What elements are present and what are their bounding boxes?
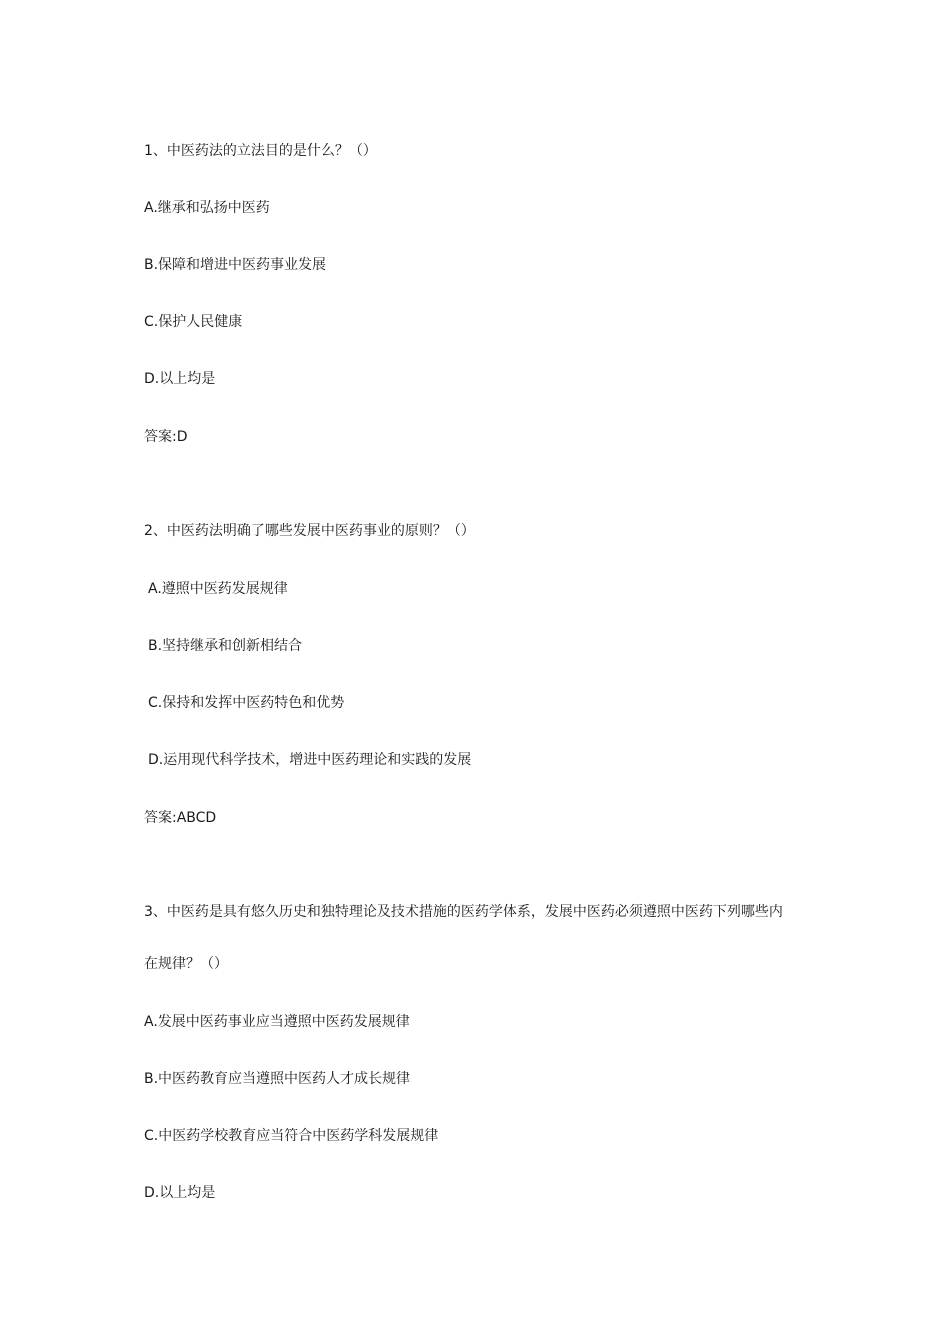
question-2-text: 2、中医药法明确了哪些发展中医药事业的原则？（） xyxy=(144,523,475,539)
question-1-option-b: B.保障和增进中医药事业发展 xyxy=(144,257,327,273)
question-1-option-c: C.保护人民健康 xyxy=(144,314,243,330)
question-1-option-d: D.以上均是 xyxy=(144,371,216,387)
question-2-answer: 答案:ABCD xyxy=(144,810,217,826)
question-2-option-c: C.保持和发挥中医药特色和优势 xyxy=(148,695,345,711)
question-3-text-line-1: 3、中医药是具有悠久历史和独特理论及技术措施的医药学体系，发展中医药必须遵照中医药下列哪些内 xyxy=(144,904,783,920)
question-2-option-b: B.坚持继承和创新相结合 xyxy=(148,638,303,654)
question-2-option-a: A.遵照中医药发展规律 xyxy=(148,581,288,597)
question-3-option-a: A.发展中医药事业应当遵照中医药发展规律 xyxy=(144,1014,410,1030)
question-3-option-d: D.以上均是 xyxy=(144,1185,216,1201)
question-1-text: 1、中医药法的立法目的是什么？（） xyxy=(144,143,377,159)
question-3-text-line-2: 在规律？（） xyxy=(144,956,228,972)
question-1-option-a: A.继承和弘扬中医药 xyxy=(144,200,270,216)
question-3-option-c: C.中医药学校教育应当符合中医药学科发展规律 xyxy=(144,1128,439,1144)
question-1-answer: 答案:D xyxy=(144,429,188,445)
question-3-option-b: B.中医药教育应当遵照中医药人才成长规律 xyxy=(144,1071,411,1087)
question-2-option-d: D.运用现代科学技术，增进中医药理论和实践的发展 xyxy=(148,752,472,768)
